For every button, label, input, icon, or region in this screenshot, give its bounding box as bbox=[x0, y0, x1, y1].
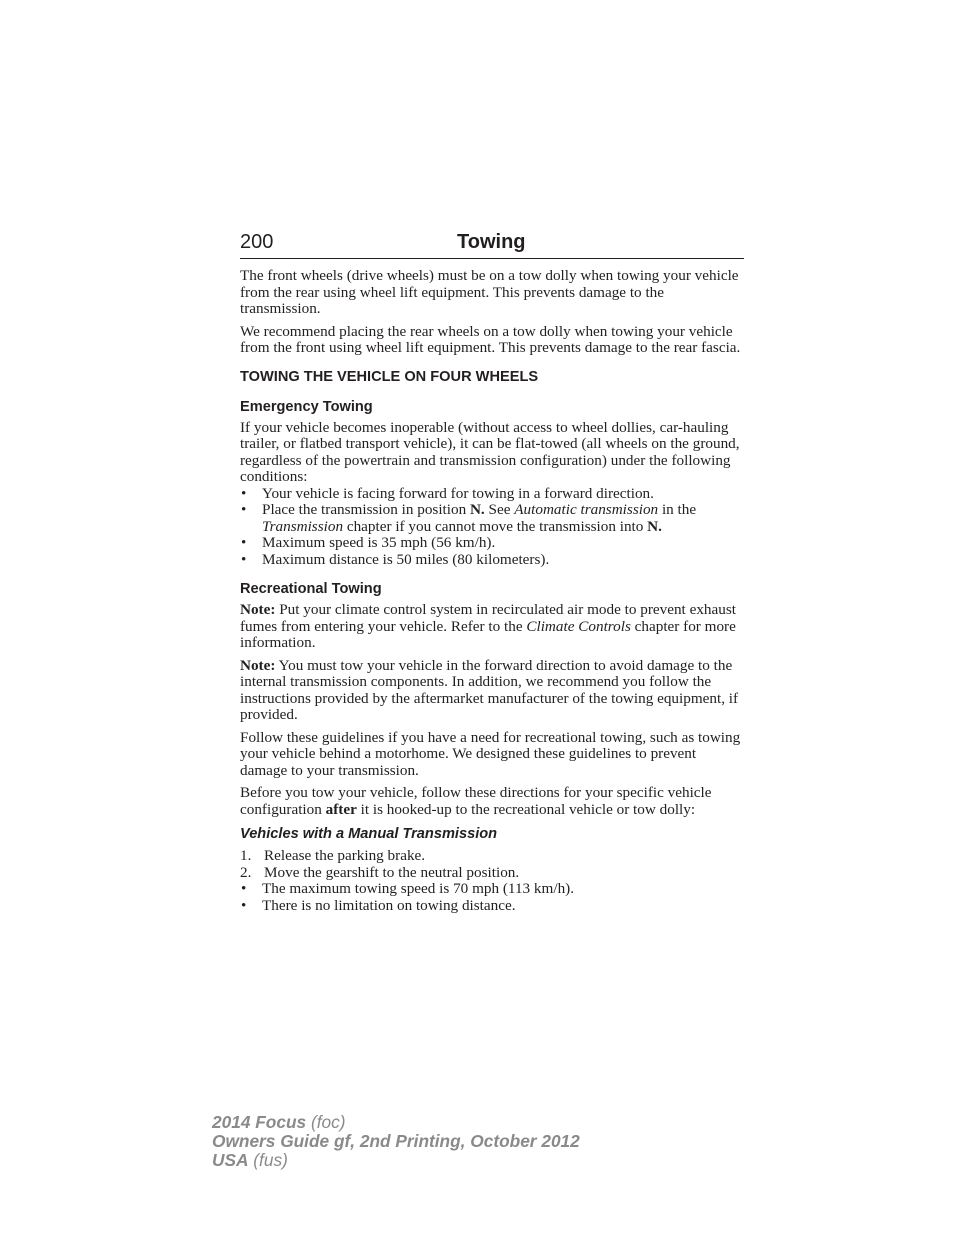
list-item bbox=[240, 898, 744, 915]
list-item bbox=[240, 486, 744, 503]
bold-text: N. bbox=[469, 501, 485, 518]
list-item-text: There is no limitation on towing distance. bbox=[262, 896, 516, 914]
note-label: Note: bbox=[240, 656, 276, 674]
text-run: Before you tow your vehicle, follow these directions for your specific vehicle configuration bbox=[240, 784, 712, 818]
intro-paragraph-1: The front wheels (drive wheels) must be on a tow dolly when towing your vehicle from the rear using wheel lift equipment. This prevents damage to the transmission. bbox=[240, 267, 739, 317]
step-number: 1. bbox=[240, 847, 252, 864]
step-item bbox=[240, 848, 744, 865]
note-2 bbox=[240, 658, 744, 724]
footer-model: 2014 Focus bbox=[212, 1112, 307, 1132]
manual-sub-list bbox=[240, 881, 744, 914]
text-run: in the bbox=[658, 501, 697, 518]
recreational-paragraph-2 bbox=[240, 785, 744, 818]
text-run: You must tow your vehicle in the forward direction to avoid damage to the internal transmission components. In addition, we recommend you follow the instructions provided by the aftermarket manufacturer of the towing equipment, if provided. bbox=[240, 656, 739, 723]
page-footer bbox=[212, 1113, 732, 1170]
list-item-text: The maximum towing speed is 70 mph (113 km/h). bbox=[262, 880, 575, 897]
list-item-text: Maximum speed is 35 mph (56 km/h). bbox=[262, 534, 496, 551]
recreational-paragraph-1: Follow these guidelines if you have a need for recreational towing, such as towing your vehicle behind a motorhome. We designed these guidelines to prevent damage to your transmission. bbox=[240, 728, 741, 779]
list-item bbox=[240, 881, 744, 898]
footer-model-code: (foc) bbox=[306, 1112, 346, 1132]
text-run: See bbox=[484, 501, 515, 518]
page-header bbox=[240, 228, 744, 259]
manual-steps-list bbox=[240, 848, 744, 881]
list-item-text: Maximum distance is 50 miles (80 kilometers). bbox=[262, 550, 550, 568]
recreational-towing-heading: Recreational Towing bbox=[240, 581, 382, 597]
cross-reference: Climate Controls bbox=[526, 617, 631, 635]
footer-line-2: Owners Guide gf, 2nd Printing, October 2012 bbox=[212, 1131, 580, 1151]
text-run: Put your climate control system in recirculated air mode to prevent exhaust fumes from entering your vehicle. Refer to the bbox=[240, 601, 736, 635]
section-heading: TOWING THE VEHICLE ON FOUR WHEELS bbox=[240, 368, 539, 385]
text-run: chapter if you cannot move the transmission into bbox=[343, 517, 648, 535]
step-text: Release the parking brake. bbox=[264, 847, 426, 864]
footer-line-3 bbox=[212, 1151, 732, 1170]
bold-text: N. bbox=[647, 517, 662, 535]
page-content bbox=[240, 268, 744, 914]
step-text: Move the gearshift to the neutral position. bbox=[264, 863, 520, 881]
page-title: Towing bbox=[457, 231, 526, 253]
text-run: it is hooked-up to the recreational vehicle or tow dolly: bbox=[356, 800, 696, 818]
cross-reference: Automatic transmission bbox=[514, 501, 659, 518]
note-1 bbox=[240, 602, 744, 652]
step-item bbox=[240, 865, 744, 882]
list-item-text: Your vehicle is facing forward for towing in a forward direction. bbox=[262, 484, 654, 502]
emergency-towing-paragraph: If your vehicle becomes inoperable (without access to wheel dollies, car-hauling trailer, or flatbed transport vehicle), it can be flat-towed (all wheels on the ground, regardless of the powertrain and transmission configuration) under the following conditions: bbox=[240, 418, 740, 485]
list-item bbox=[240, 502, 744, 535]
intro-paragraph-2: We recommend placing the rear wheels on a tow dolly when towing your vehicle from the front using wheel lift equipment. This prevents damage to the rear fascia. bbox=[240, 322, 741, 356]
manual-transmission-heading: Vehicles with a Manual Transmission bbox=[240, 826, 498, 842]
page-number: 200 bbox=[240, 231, 274, 253]
text-run: Place the transmission in position bbox=[262, 501, 470, 518]
footer-market: USA bbox=[212, 1150, 249, 1170]
note-label: Note: bbox=[240, 601, 276, 618]
text-run: chapter for more information. bbox=[240, 617, 736, 651]
emergency-towing-heading: Emergency Towing bbox=[240, 398, 373, 415]
footer-line-1 bbox=[212, 1113, 732, 1132]
emergency-conditions-list bbox=[240, 486, 744, 569]
footer-market-code: (fus) bbox=[248, 1150, 288, 1170]
list-item bbox=[240, 552, 744, 569]
list-item bbox=[240, 535, 744, 552]
bold-text: after bbox=[325, 800, 357, 818]
step-number: 2. bbox=[240, 863, 252, 881]
cross-reference: Transmission bbox=[262, 517, 344, 535]
